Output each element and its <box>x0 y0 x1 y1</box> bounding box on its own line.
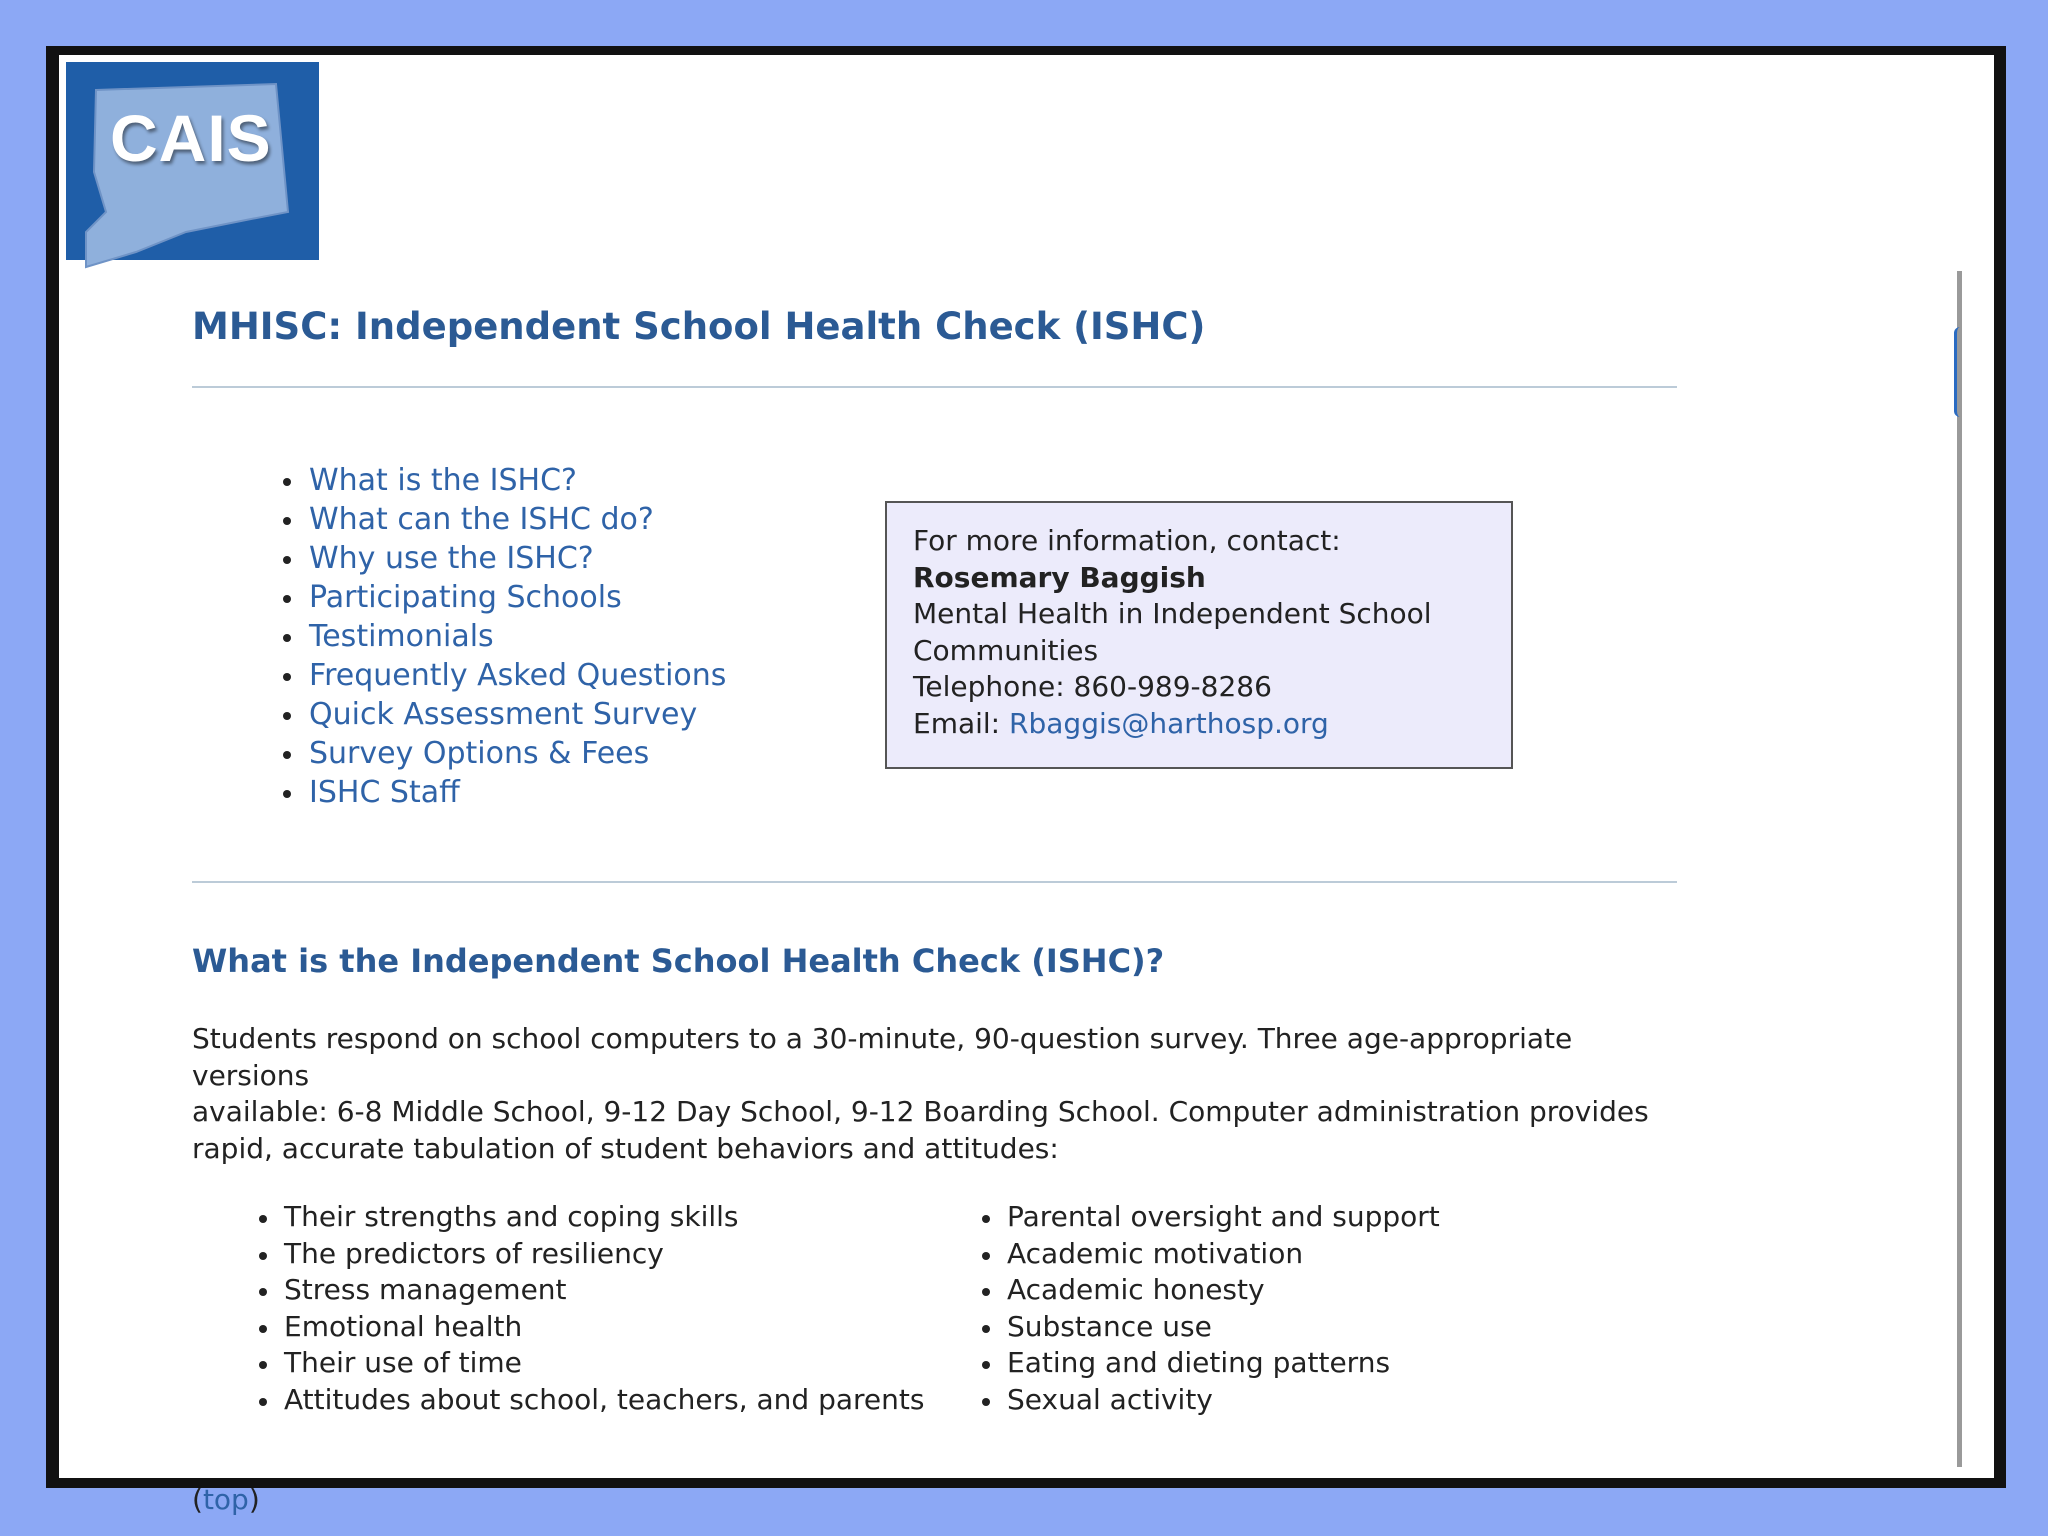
topic-item: Eating and dieting patterns <box>1007 1345 1440 1382</box>
nav-link-faq[interactable]: Frequently Asked Questions <box>309 658 727 693</box>
divider-top <box>192 386 1677 388</box>
topic-item: The predictors of resiliency <box>284 1236 924 1273</box>
nav-link-participating-schools[interactable]: Participating Schools <box>309 580 622 615</box>
contact-intro: For more information, contact: <box>913 524 1341 557</box>
contact-org-line1: Mental Health in Independent School <box>913 597 1432 630</box>
section-nav <box>309 461 726 812</box>
back-to-top <box>192 1483 260 1516</box>
nav-item[interactable] <box>309 773 726 812</box>
intro-paragraph <box>192 1021 1662 1167</box>
nav-item[interactable] <box>309 539 726 578</box>
nav-link-why-use[interactable]: Why use the ISHC? <box>309 541 594 576</box>
nav-link-what-is[interactable]: What is the ISHC? <box>309 463 577 498</box>
screen-frame <box>46 46 2006 1516</box>
page-title: MHISC: Independent School Health Check (ISHC) <box>192 305 1206 348</box>
topic-item: Their use of time <box>284 1345 924 1382</box>
intro-line: rapid, accurate tabulation of student behaviors and attitudes: <box>192 1131 1059 1165</box>
topic-item: Academic honesty <box>1007 1272 1440 1309</box>
topic-item: Parental oversight and support <box>1007 1199 1440 1236</box>
topic-item: Emotional health <box>284 1309 924 1346</box>
contact-name: Rosemary Baggish <box>913 560 1206 594</box>
contact-org-line2: Communities <box>913 633 1099 667</box>
nav-link-quick-assessment[interactable]: Quick Assessment Survey <box>309 697 698 732</box>
topics-list-right <box>1007 1199 1440 1418</box>
topic-item: Their strengths and coping skills <box>284 1199 924 1236</box>
nav-link-testimonials[interactable]: Testimonials <box>309 619 494 654</box>
top-link[interactable]: top <box>202 1483 249 1516</box>
nav-link-what-can[interactable]: What can the ISHC do? <box>309 502 654 537</box>
divider-middle <box>192 881 1677 883</box>
topics-list-left <box>284 1199 924 1418</box>
topic-item: Academic motivation <box>1007 1236 1440 1273</box>
nav-link-survey-options[interactable]: Survey Options & Fees <box>309 736 650 771</box>
intro-line: Students respond on school computers to a 30-minute, 90-question survey. Three age-appropriate versions <box>192 1022 1573 1092</box>
nav-link-staff[interactable]: ISHC Staff <box>309 775 460 810</box>
contact-email-link[interactable]: Rbaggis@harthosp.org <box>1009 706 1329 740</box>
nav-item[interactable] <box>309 734 726 773</box>
scrollbar-track[interactable] <box>1957 271 1962 1467</box>
contact-email-row <box>913 706 1485 743</box>
intro-line: available: 6-8 Middle School, 9-12 Day School, 9-12 Boarding School. Computer administration provides <box>192 1095 1649 1128</box>
contact-box <box>885 501 1513 769</box>
paren-close: ) <box>248 1483 260 1516</box>
paren-open: ( <box>192 1483 203 1516</box>
topic-item: Stress management <box>284 1272 924 1309</box>
topic-item: Attitudes about school, teachers, and parents <box>284 1382 924 1419</box>
nav-item[interactable] <box>309 617 726 656</box>
nav-item[interactable] <box>309 578 726 617</box>
cais-logo[interactable] <box>66 62 319 260</box>
nav-item[interactable] <box>309 500 726 539</box>
web-page <box>59 55 1994 1516</box>
nav-item[interactable] <box>309 695 726 734</box>
contact-email-label: Email: <box>913 706 1010 740</box>
logo-text: CAIS <box>110 101 272 175</box>
section-heading: What is the Independent School Health Check (ISHC)? <box>192 942 1165 980</box>
nav-item[interactable] <box>309 461 726 500</box>
contact-phone: Telephone: 860-989-8286 <box>913 670 1272 703</box>
topic-item: Sexual activity <box>1007 1382 1440 1419</box>
scrollbar-thumb[interactable] <box>1954 327 1962 417</box>
nav-item[interactable] <box>309 656 726 695</box>
topic-item: Substance use <box>1007 1309 1440 1346</box>
